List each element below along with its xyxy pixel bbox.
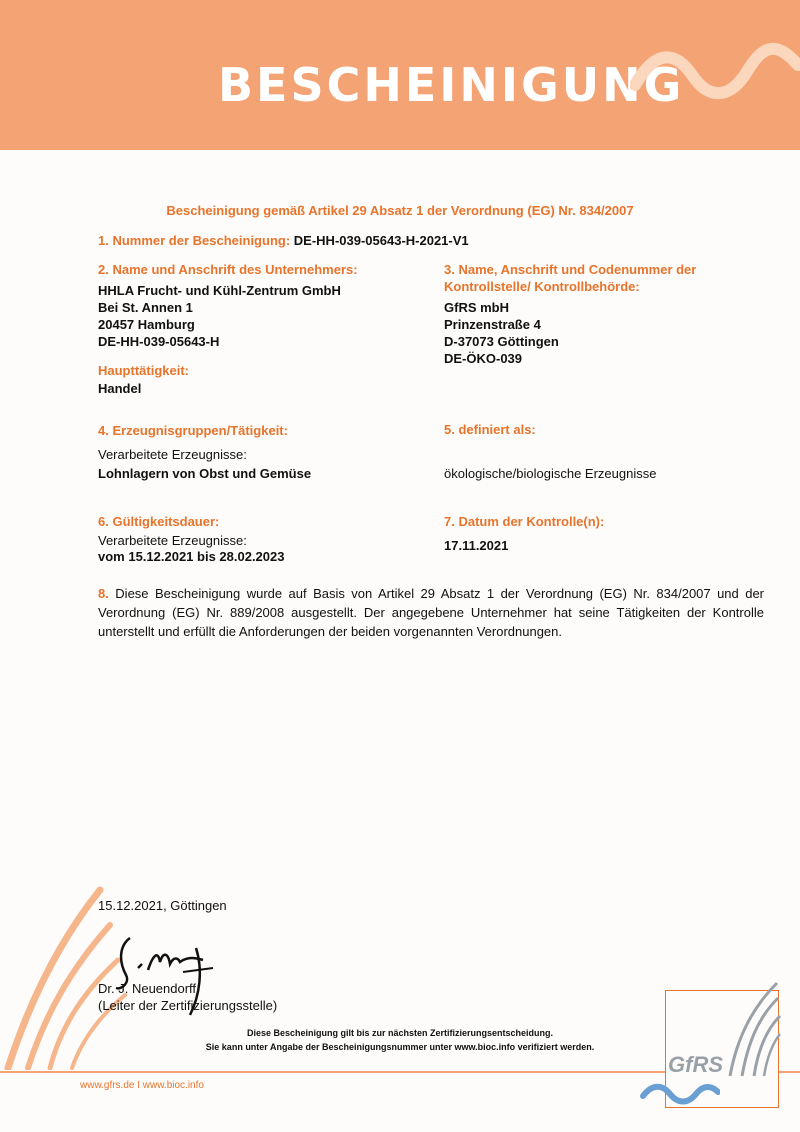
operator-address-line: Bei St. Annen 1: [98, 300, 193, 315]
main-activity-label: Haupttätigkeit:: [98, 363, 189, 378]
legal-statement: [98, 584, 764, 641]
logo-wave-icon: [640, 1082, 720, 1106]
certificate-number-label: 1. Nummer der Bescheinigung:: [98, 233, 291, 248]
validity-label: 6. Gültigkeitsdauer:: [98, 514, 220, 529]
signatory-role: (Leiter der Zertifizierungsstelle): [98, 998, 278, 1013]
operator-address-line: HHLA Frucht- und Kühl-Zentrum GmbH: [98, 283, 341, 298]
product-groups-label: 4. Erzeugnisgruppen/Tätigkeit:: [98, 423, 288, 438]
defined-as-label: 5. definiert als:: [444, 422, 536, 437]
operator-address-line: 20457 Hamburg: [98, 317, 195, 332]
document-subtitle: Bescheinigung gemäß Artikel 29 Absatz 1 der Verordnung (EG) Nr. 834/2007: [166, 203, 634, 218]
logo-text: GfRS: [668, 1052, 723, 1077]
main-activity-value: Handel: [98, 381, 142, 396]
validity-line: Verarbeitete Erzeugnisse:: [98, 533, 247, 548]
operator-address-line: DE-HH-039-05643-H: [98, 334, 220, 349]
control-body-address-line: DE-ÖKO-039: [444, 351, 523, 366]
footer-urls: www.gfrs.de I www.bioc.info: [80, 1080, 204, 1091]
control-body-address-line: GfRS mbH: [444, 300, 509, 315]
legal-statement-text: Diese Bescheinigung wurde auf Basis von Artikel 29 Absatz 1 der Verordnung (EG) Nr. 834/2007 und der Verordnung (EG) Nr. 889/2008 ausgestellt. Der angegebene Unternehmer hat seine Tätigkeiten der Kontrolle unterstellt und erfüllt die Anforderungen der beiden vorgenannten Verordnungen.: [98, 586, 764, 639]
inspection-date-value: 17.11.2021: [444, 538, 509, 553]
product-groups-line: Verarbeitete Erzeugnisse:: [98, 447, 247, 462]
place-date: 15.12.2021, Göttingen: [98, 898, 227, 913]
legal-statement-number: 8.: [98, 586, 109, 601]
control-body-label-line: Kontrollstelle/ Kontrollbehörde:: [444, 279, 640, 294]
defined-as-value: ökologische/biologische Erzeugnisse: [444, 466, 657, 481]
validity-period: vom 15.12.2021 bis 28.02.2023: [98, 549, 285, 564]
operator-label: 2. Name und Anschrift des Unternehmers:: [98, 262, 358, 277]
footer-note-line: Sie kann unter Angabe der Bescheinigungsnummer unter www.bioc.info verifiziert werden.: [205, 1042, 595, 1052]
certificate-number-value: DE-HH-039-05643-H-2021-V1: [293, 233, 469, 248]
certificate-number-row: [98, 233, 469, 248]
logo-grass-icon: [722, 978, 782, 1078]
operator-address: [98, 282, 341, 350]
footer-note-line: Diese Bescheinigung gilt bis zur nächsten Zertifizierungsentscheidung.: [246, 1028, 554, 1038]
header-banner: [0, 0, 800, 150]
product-groups-activity: Lohnlagern von Obst und Gemüse: [98, 466, 312, 481]
control-body-address-line: D-37073 Göttingen: [444, 334, 559, 349]
document-title: BESCHEINIGUNG: [218, 58, 685, 112]
inspection-date-label: 7. Datum der Kontrolle(n):: [444, 514, 605, 529]
control-body-label: [444, 261, 696, 295]
signatory-name: Dr. J. Neuendorff: [98, 981, 197, 996]
wave-decoration-icon: [630, 40, 800, 110]
control-body-label-line: 3. Name, Anschrift und Codenummer der: [444, 262, 697, 277]
control-body-address-line: Prinzenstraße 4: [444, 317, 541, 332]
control-body-address: [444, 299, 559, 367]
